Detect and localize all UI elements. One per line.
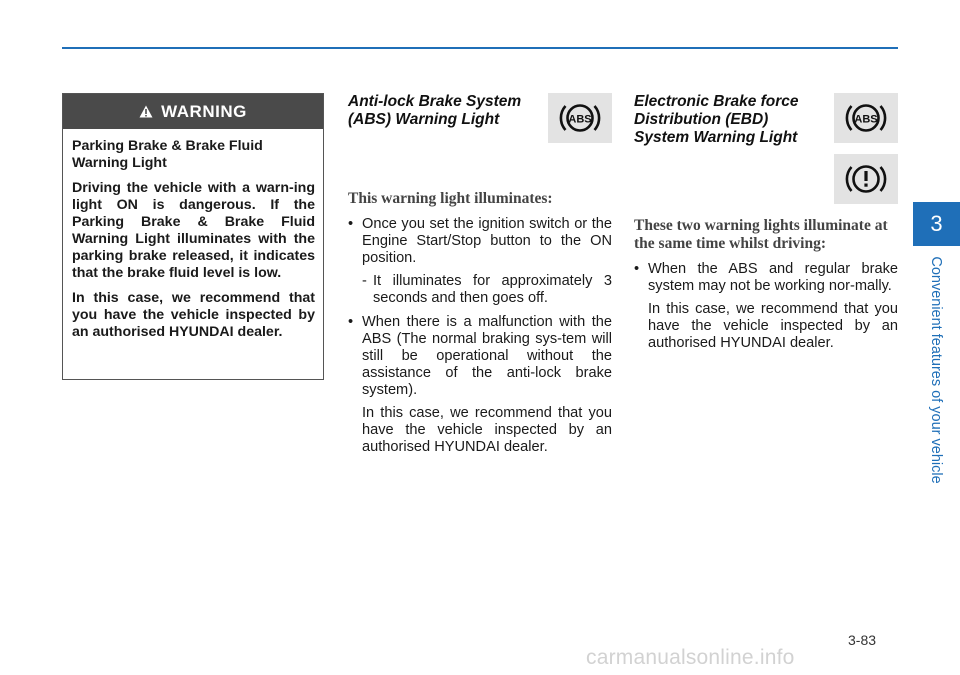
abs-bullet-2-para: In this case, we recommend that you have the vehicle inspected by an authorised HYUNDAI dealer. xyxy=(362,405,612,455)
chapter-number: 3 xyxy=(930,211,943,236)
abs-bullet-list xyxy=(348,216,612,456)
brake-warning-icon-box xyxy=(834,154,898,204)
abs-section xyxy=(348,93,612,463)
ebd-bullet-list xyxy=(634,261,898,352)
page-number: 3-83 xyxy=(848,632,877,648)
warning-box xyxy=(62,93,324,380)
watermark: carmanualsonline.info xyxy=(586,646,795,669)
abs-icon xyxy=(558,99,602,137)
ebd-section-title: Electronic Brake force Distribution (EBD) System Warning Light xyxy=(634,93,799,146)
list-item xyxy=(634,261,898,352)
list-item xyxy=(348,314,612,456)
warning-text-1: Driving the vehicle with a warn-ing light ON is dangerous. If the Parking Brake & Brake Fluid Warning Light illuminates with the parking brake released, it indicates that the brake fluid level is low. xyxy=(72,180,315,281)
abs-icon-box xyxy=(548,93,612,143)
abs-bullet-1-sub: - It illuminates for approximately 3 seconds and then goes off. xyxy=(362,273,612,306)
abs-bullet-2: When there is a malfunction with the ABS (The normal braking sys-tem will still be operational without the assistance of the anti-lock brake system). xyxy=(362,314,612,398)
warning-title: Parking Brake & Brake Fluid Warning Light xyxy=(72,138,263,171)
brake-warning-icon xyxy=(844,160,888,198)
warning-body xyxy=(63,129,323,341)
chapter-tab[interactable] xyxy=(913,202,960,246)
warning-text-2: In this case, we recommend that you have the vehicle inspected by an authorised HYUNDAI dealer. xyxy=(72,290,315,340)
abs-subhead: This warning light illuminates: xyxy=(348,190,553,207)
ebd-bullet-1-para: In this case, we recommend that you have the vehicle inspected by an authorised HYUNDAI dealer. xyxy=(648,301,898,351)
ebd-subhead: These two warning lights illuminate at the same time whilst driving: xyxy=(634,217,888,252)
abs-section-title: Anti-lock Brake System (ABS) Warning Light xyxy=(348,93,522,128)
ebd-abs-icon-box xyxy=(834,93,898,143)
chapter-label-text: Convenient features of your vehicle xyxy=(928,256,944,484)
abs-icon xyxy=(844,99,888,137)
warning-header-label: WARNING xyxy=(161,101,247,121)
svg-text:ABS: ABS xyxy=(568,113,592,126)
svg-text:ABS: ABS xyxy=(854,113,878,126)
warning-triangle-icon xyxy=(139,105,153,118)
abs-bullet-1: Once you set the ignition switch or the Engine Start/Stop button to the ON position. xyxy=(362,216,612,266)
top-rule xyxy=(62,47,898,49)
ebd-bullet-1: When the ABS and regular brake system may not be working nor-mally. xyxy=(648,261,898,294)
list-item xyxy=(348,216,612,307)
ebd-section xyxy=(634,93,898,359)
warning-header xyxy=(63,94,323,129)
